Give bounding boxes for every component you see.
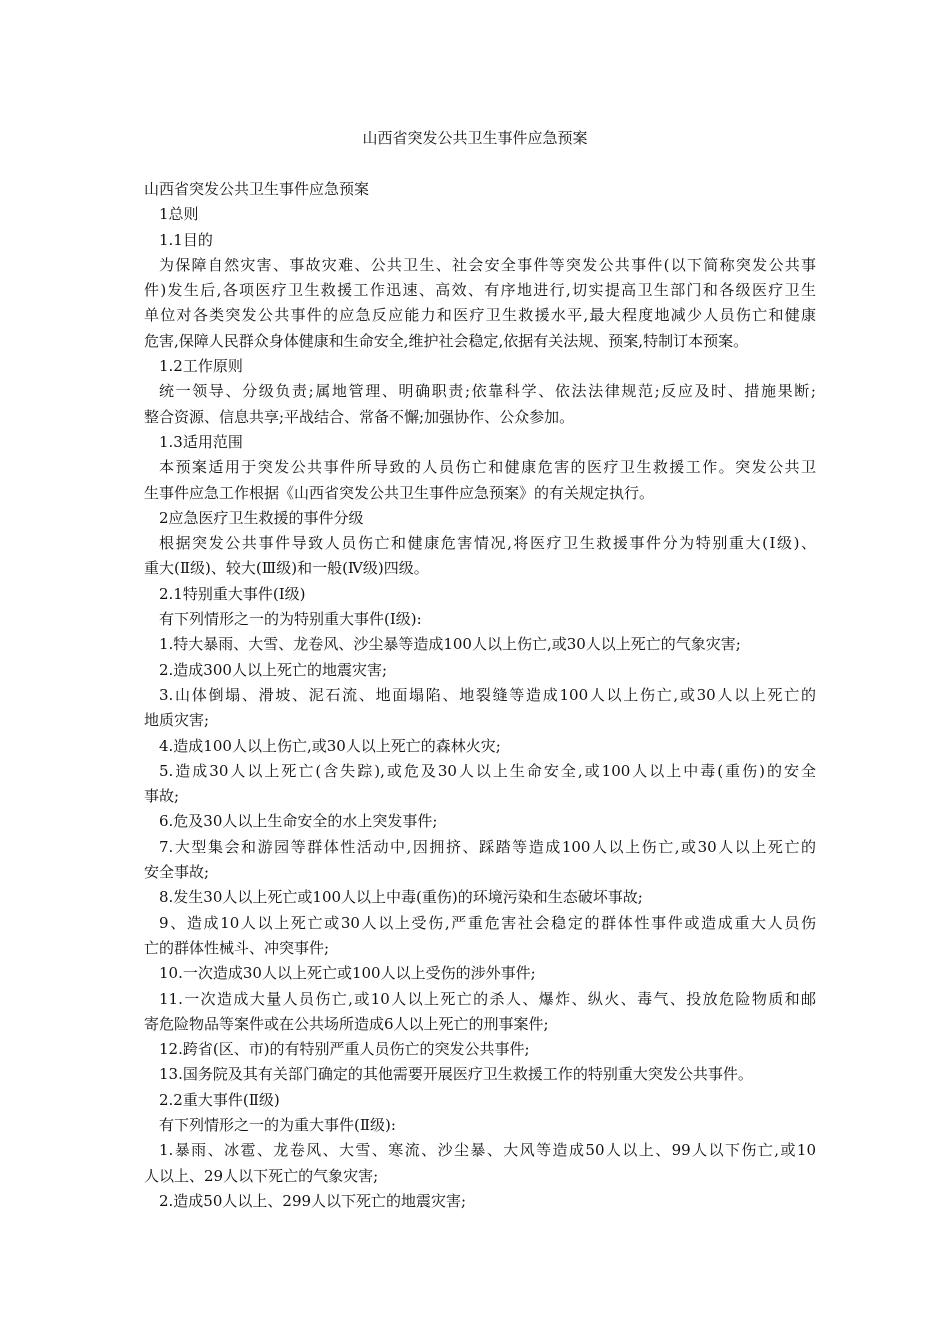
- list-item: 1.特大暴雨、大雪、龙卷风、沙尘暴等造成100人以上伤亡,或30人以上死亡的气象灾害;: [159, 635, 741, 654]
- list-item: 12.跨省(区、市)的有特别严重人员伤亡的突发公共事件;: [159, 1040, 530, 1059]
- list-item-continuation: 人以上、29人以下死亡的气象灾害;: [144, 1166, 379, 1185]
- paragraph-line: 本预案适用于突发公共事件所导致的人员伤亡和健康危害的医疗卫生救援工作。突发公共卫: [159, 458, 816, 477]
- list-item: 3.山体倒塌、滑坡、泥石流、地面塌陷、地裂缝等造成100人以上伤亡,或30人以上死亡的: [159, 685, 816, 704]
- paragraph-line: 重大(Ⅱ级)、较大(Ⅲ级)和一般(Ⅳ级)四级。: [144, 559, 429, 578]
- paragraph-line: 生事件应急工作根据《山西省突发公共卫生事件应急预案》的有关规定执行。: [144, 483, 655, 502]
- list-item: 6.危及30人以上生命安全的水上突发事件;: [159, 812, 438, 831]
- subsection-heading: 1.3适用范围: [159, 432, 243, 451]
- document-body: [144, 177, 816, 1214]
- subsection-heading: 1.2工作原则: [159, 357, 243, 376]
- subsection-heading: 1.1目的: [159, 230, 213, 249]
- list-item: 2.造成300人以上死亡的地震灾害;: [159, 660, 387, 679]
- paragraph-line: 为保障自然灾害、事故灾难、公共卫生、社会安全事件等突发公共事件(以下简称突发公共事: [159, 255, 816, 274]
- section-heading: 1总则: [159, 205, 199, 224]
- paragraph-line: 整合资源、信息共享;平战结合、常备不懈;加强协作、公众参加。: [144, 407, 575, 426]
- list-item-continuation: 事故;: [144, 787, 180, 806]
- list-item: 8.发生30人以上死亡或100人以上中毒(重伤)的环境污染和生态破坏事故;: [159, 888, 643, 907]
- paragraph-line: 根据突发公共事件导致人员伤亡和健康危害情况,将医疗卫生救援事件分为特别重大(Ⅰ级)、: [159, 534, 816, 553]
- list-item: 4.造成100人以上伤亡,或30人以上死亡的森林火灾;: [159, 736, 501, 755]
- paragraph-line: 危害,保障人民群众身体健康和生命安全,维护社会稳定,依据有关法规、预案,特制订本预案。: [144, 331, 749, 350]
- paragraph-line: 有下列情形之一的为重大事件(Ⅱ级):: [159, 1115, 396, 1134]
- body-heading: 山西省突发公共卫生事件应急预案: [144, 180, 370, 198]
- paragraph-line: 有下列情形之一的为特别重大事件(Ⅰ级):: [159, 610, 422, 629]
- list-item: 7.大型集会和游园等群体性活动中,因拥挤、踩踏等造成100人以上伤亡,或30人以上死亡的: [159, 837, 816, 856]
- list-item: 1.暴雨、冰雹、龙卷风、大雪、寒流、沙尘暴、大风等造成50人以上、99人以下伤亡,或10: [159, 1141, 816, 1160]
- list-item-continuation: 亡的群体性械斗、冲突事件;: [144, 938, 330, 957]
- subsection-heading: 2.1特别重大事件(Ⅰ级): [159, 584, 306, 603]
- list-item: 11.一次造成大量人员伤亡,或10人以上死亡的杀人、爆炸、纵火、毒气、投放危险物质和邮: [159, 989, 816, 1008]
- section-heading: 2应急医疗卫生救援的事件分级: [159, 508, 364, 527]
- list-item: 10.一次造成30人以上死亡或100人以上受伤的涉外事件;: [159, 964, 536, 983]
- list-item: 13.国务院及其有关部门确定的其他需要开展医疗卫生救援工作的特别重大突发公共事件。: [159, 1065, 753, 1084]
- paragraph-line: 统一领导、分级负责;属地管理、明确职责;依靠科学、依法法律规范;反应及时、措施果断;: [159, 382, 816, 401]
- list-item: 2.造成50人以上、299人以下死亡的地震灾害;: [159, 1191, 467, 1210]
- subsection-heading: 2.2重大事件(Ⅱ级): [159, 1090, 280, 1109]
- paragraph-line: 件)发生后,各项医疗卫生救援工作迅速、高效、有序地进行,切实提高卫生部门和各级医疗卫生: [144, 281, 816, 300]
- list-item: 5.造成30人以上死亡(含失踪),或危及30人以上生命安全,或100人以上中毒(重伤)的安全: [159, 761, 816, 780]
- list-item-continuation: 安全事故;: [144, 863, 210, 882]
- list-item-continuation: 地质灾害;: [144, 711, 210, 730]
- paragraph-line: 单位对各类突发公共事件的应急反应能力和医疗卫生救援水平,最大程度地减少人员伤亡和健康: [144, 306, 816, 325]
- document-title: 山西省突发公共卫生事件应急预案: [362, 129, 588, 147]
- list-item: 9、造成10人以上死亡或30人以上受伤,严重危害社会稳定的群体性事件或造成重大人员伤: [159, 913, 816, 932]
- list-item-continuation: 寄危险物品等案件或在公共场所造成6人以上死亡的刑事案件;: [144, 1014, 549, 1033]
